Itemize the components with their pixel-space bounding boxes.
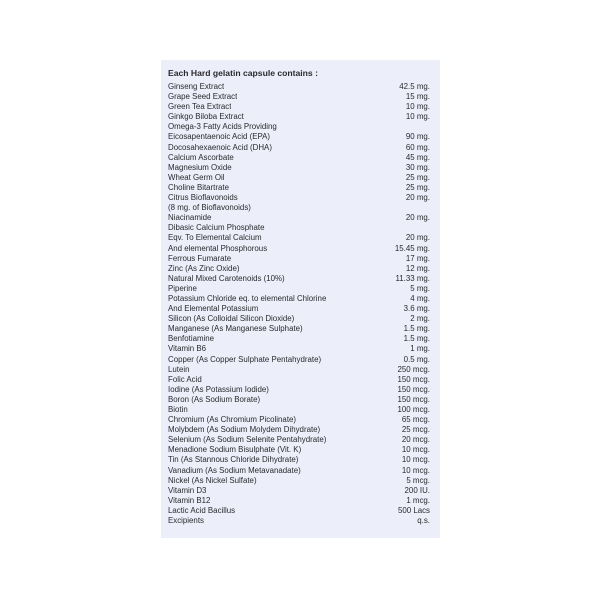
- ingredient-name: Ginseng Extract: [168, 82, 225, 91]
- ingredient-name: Potassium Chloride eq. to elemental Chlorine: [168, 293, 327, 303]
- ingredient-amount: 42.5 mg.: [399, 82, 430, 91]
- ingredient-row: [168, 496, 430, 506]
- ingredient-name: Silicon (As Colloidal Silicon Dioxide): [168, 314, 295, 324]
- ingredient-row: [168, 284, 430, 294]
- ingredient-name: Vitamin B6: [168, 344, 207, 354]
- ingredient-amount: 15 mg.: [405, 92, 430, 102]
- ingredient-amount: 500 Lacs: [397, 505, 430, 515]
- ingredient-row: [168, 112, 430, 122]
- ingredient-amount: 150 mcg.: [397, 384, 430, 394]
- ingredient-amount: 10 mcg.: [401, 445, 430, 455]
- ingredient-name: Ferrous Fumarate: [168, 253, 232, 263]
- ingredient-name: Manganese (As Manganese Sulphate): [168, 324, 303, 334]
- ingredient-amount: 150 mcg.: [397, 374, 430, 384]
- ingredient-amount: 20 mcg.: [401, 435, 430, 445]
- ingredient-amount: 11.33 mg.: [395, 273, 430, 283]
- ingredient-name: Omega-3 Fatty Acids Providing: [168, 122, 277, 132]
- ingredient-amount: 250 mcg.: [397, 364, 430, 374]
- ingredient-name: Boron (As Sodium Borate): [168, 394, 261, 404]
- ingredient-amount: 2 mg.: [410, 314, 430, 324]
- ingredient-name: Vitamin D3: [168, 485, 207, 495]
- composition-panel: [161, 60, 440, 538]
- ingredient-list: [168, 82, 430, 526]
- ingredient-amount: 5 mg.: [410, 283, 430, 293]
- ingredient-row: [168, 355, 430, 365]
- ingredient-row: [168, 233, 430, 243]
- ingredient-name: Copper (As Copper Sulphate Pentahydrate): [168, 354, 322, 364]
- ingredient-amount: 65 mcg.: [401, 415, 430, 425]
- ingredient-row: [168, 294, 430, 304]
- ingredient-name: Grape Seed Extract: [168, 92, 238, 102]
- ingredient-amount: 1 mg.: [410, 344, 430, 354]
- ingredient-row: [168, 143, 430, 153]
- ingredient-row: [168, 334, 430, 344]
- ingredient-amount: 90 mg.: [405, 132, 430, 142]
- ingredient-row: [168, 516, 430, 526]
- ingredient-row: [168, 415, 430, 425]
- ingredient-amount: 60 mg.: [405, 142, 430, 152]
- ingredient-row: [168, 183, 430, 193]
- ingredient-row: [168, 466, 430, 476]
- ingredient-amount: 200 IU.: [404, 485, 430, 495]
- ingredient-amount: 30 mg.: [405, 162, 430, 172]
- ingredient-row: [168, 476, 430, 486]
- ingredient-name: Tin (As Stannous Chloride Dihydrate): [168, 455, 299, 465]
- ingredient-name: Docosahexaenoic Acid (DHA): [168, 142, 272, 152]
- ingredient-row: [168, 193, 430, 203]
- ingredient-row: [168, 304, 430, 314]
- ingredient-amount: 10 mg.: [405, 102, 430, 112]
- ingredient-amount: 150 mcg.: [397, 394, 430, 404]
- ingredient-amount: 10 mg.: [405, 112, 430, 122]
- ingredient-name: Excipients: [168, 516, 204, 526]
- ingredient-name: Menadione Sodium Bisulphate (Vit. K): [168, 445, 302, 455]
- ingredient-amount: 17 mg.: [405, 253, 430, 263]
- ingredient-row: [168, 244, 430, 254]
- ingredient-row: [168, 486, 430, 496]
- ingredient-amount: q.s.: [417, 516, 430, 526]
- ingredient-name: Green Tea Extract: [168, 102, 232, 112]
- ingredient-row: [168, 314, 430, 324]
- ingredient-name: Piperine: [168, 283, 197, 293]
- ingredient-row: [168, 213, 430, 223]
- ingredient-amount: 10 mcg.: [401, 465, 430, 475]
- ingredient-name: Molybdem (As Sodium Molydem Dihydrate): [168, 425, 321, 435]
- ingredient-name: And Elemental Potassium: [168, 304, 259, 314]
- ingredient-row: [168, 405, 430, 415]
- ingredient-row: [168, 365, 430, 375]
- ingredient-name: Selenium (As Sodium Selenite Pentahydrate): [168, 435, 327, 445]
- ingredient-row: [168, 344, 430, 354]
- ingredient-name: Biotin: [168, 405, 188, 414]
- ingredient-amount: 0.5 mg.: [403, 354, 430, 364]
- ingredient-name: Zinc (As Zinc Oxide): [168, 263, 240, 273]
- ingredient-amount: 1.5 mg.: [403, 324, 430, 334]
- ingredient-name: Citrus Bioflavonoids: [168, 193, 238, 203]
- ingredient-amount: 100 mcg.: [397, 405, 430, 414]
- ingredient-amount: 20 mg.: [405, 193, 430, 203]
- ingredient-amount: 3.6 mg.: [403, 304, 430, 314]
- ingredient-name: And elemental Phosphorous: [168, 243, 268, 253]
- ingredient-name: Nickel (As Nickel Sulfate): [168, 475, 257, 485]
- ingredient-row: [168, 254, 430, 264]
- ingredient-row: [168, 455, 430, 465]
- ingredient-row: [168, 203, 430, 213]
- ingredient-name: Benfotiamine: [168, 334, 215, 344]
- ingredient-name: Vanadium (As Sodium Metavanadate): [168, 465, 301, 475]
- ingredient-amount: 20 mg.: [405, 233, 430, 243]
- ingredient-amount: 4 mg.: [410, 293, 430, 303]
- ingredient-row: [168, 163, 430, 173]
- ingredient-name: Iodine (As Potassium Iodide): [168, 384, 269, 394]
- ingredient-row: [168, 173, 430, 183]
- ingredient-row: [168, 375, 430, 385]
- ingredient-row: [168, 92, 430, 102]
- ingredient-row: [168, 153, 430, 163]
- ingredient-row: [168, 264, 430, 274]
- ingredient-name: Lactic Acid Bacillus: [168, 505, 236, 515]
- ingredient-name: Folic Acid: [168, 374, 202, 384]
- ingredient-row: [168, 274, 430, 284]
- ingredient-name: Choline Bitartrate: [168, 182, 229, 192]
- ingredient-amount: 12 mg.: [405, 263, 430, 273]
- ingredient-name: (8 mg. of Bioflavonoids): [168, 203, 251, 213]
- ingredient-amount: 1 mcg.: [406, 495, 430, 505]
- ingredient-name: Vitamin B12: [168, 495, 211, 505]
- ingredient-row: [168, 132, 430, 142]
- composition-heading: Each Hard gelatin capsule contains :: [168, 68, 318, 78]
- ingredient-row: [168, 223, 430, 233]
- ingredient-amount: 25 mcg.: [401, 425, 430, 435]
- ingredient-row: [168, 385, 430, 395]
- ingredient-row: [168, 324, 430, 334]
- ingredient-amount: 20 mg.: [405, 213, 430, 223]
- ingredient-amount: 5 mcg.: [406, 475, 430, 485]
- ingredient-name: Dibasic Calcium Phosphate: [168, 223, 265, 233]
- ingredient-name: Chromium (As Chromium Picolinate): [168, 415, 297, 425]
- ingredient-name: Natural Mixed Carotenoids (10%): [168, 273, 285, 283]
- ingredient-row: [168, 395, 430, 405]
- ingredient-name: Eicosapentaenoic Acid (EPA): [168, 132, 271, 142]
- ingredient-name: Eqv. To Elemental Calcium: [168, 233, 262, 243]
- ingredient-row: [168, 445, 430, 455]
- ingredient-amount: 25 mg.: [405, 182, 430, 192]
- ingredient-amount: 10 mcg.: [401, 455, 430, 465]
- ingredient-name: Ginkgo Biloba Extract: [168, 112, 244, 122]
- ingredient-row: [168, 102, 430, 112]
- ingredient-name: Calcium Ascorbate: [168, 152, 234, 162]
- ingredient-name: Niacinamide: [168, 213, 212, 223]
- ingredient-amount: 15.45 mg.: [394, 243, 430, 253]
- ingredient-amount: 1.5 mg.: [403, 334, 430, 344]
- ingredient-row: [168, 435, 430, 445]
- ingredient-amount: 45 mg.: [405, 152, 430, 162]
- ingredient-name: Wheat Germ Oil: [168, 172, 225, 182]
- ingredient-amount: 25 mg.: [405, 172, 430, 182]
- ingredient-name: Lutein: [168, 364, 190, 374]
- ingredient-row: [168, 425, 430, 435]
- ingredient-row: [168, 122, 430, 132]
- ingredient-row: [168, 506, 430, 516]
- ingredient-row: [168, 82, 430, 92]
- ingredient-name: Magnesium Oxide: [168, 162, 232, 172]
